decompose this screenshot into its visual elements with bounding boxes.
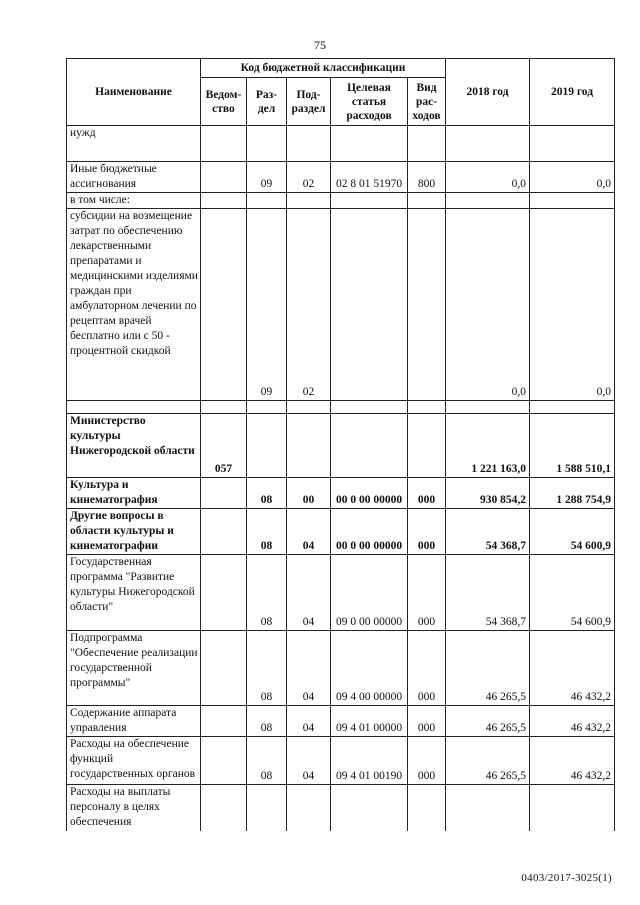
cell-razdel: [247, 193, 287, 209]
cell-2019: [530, 401, 615, 414]
cell-2019: [530, 126, 615, 162]
cell-2019: 1 288 754,9: [530, 478, 615, 509]
cell-vid: [408, 414, 446, 478]
cell-razdel: [247, 414, 287, 478]
cell-celevaya: [331, 193, 408, 209]
cell-celevaya: 00 0 00 00000: [331, 478, 408, 509]
cell-2018: [446, 785, 530, 831]
cell-celevaya: 09 4 01 00000: [331, 706, 408, 737]
cell-2019: 46 432,2: [530, 737, 615, 785]
header-celevaya: Целевая статья расходов: [331, 78, 408, 126]
cell-2018: 46 265,5: [446, 737, 530, 785]
cell-podrazdel: 04: [287, 555, 331, 631]
cell-razdel: [247, 126, 287, 162]
table-row: [67, 555, 615, 631]
cell-razdel: 09: [247, 162, 287, 193]
cell-vedomstvo: [201, 478, 247, 509]
cell-vid: 000: [408, 555, 446, 631]
cell-name: Подпрограмма "Обеспечение реализации государственной программы": [67, 631, 201, 706]
cell-2018: 1 221 163,0: [446, 414, 530, 478]
header-2018: 2018 год: [446, 59, 530, 126]
cell-podrazdel: [287, 126, 331, 162]
cell-2019: 54 600,9: [530, 555, 615, 631]
table-row: [67, 193, 615, 209]
cell-vid: 000: [408, 478, 446, 509]
cell-2018: 930 854,2: [446, 478, 530, 509]
cell-razdel: 09: [247, 209, 287, 401]
header-code-group: Код бюджетной классификации: [201, 59, 446, 78]
cell-celevaya: [331, 209, 408, 401]
cell-razdel: [247, 785, 287, 831]
cell-vid: [408, 785, 446, 831]
cell-podrazdel: 02: [287, 162, 331, 193]
cell-razdel: [247, 401, 287, 414]
cell-celevaya: 00 0 00 00000: [331, 509, 408, 555]
cell-vedomstvo: [201, 631, 247, 706]
cell-vedomstvo: [201, 162, 247, 193]
cell-2018: 46 265,5: [446, 631, 530, 706]
cell-2018: 54 368,7: [446, 509, 530, 555]
header-razdel: Раз-дел: [247, 78, 287, 126]
table-row: [67, 414, 615, 478]
cell-name: Государственная программа "Развитие культуры Нижегородской области": [67, 555, 201, 631]
cell-2019: 46 432,2: [530, 631, 615, 706]
table-row: [67, 785, 615, 831]
cell-vedomstvo: [201, 509, 247, 555]
cell-vid: 000: [408, 631, 446, 706]
cell-podrazdel: 04: [287, 737, 331, 785]
cell-vid: [408, 401, 446, 414]
cell-vid: 000: [408, 509, 446, 555]
cell-vedomstvo: [201, 706, 247, 737]
cell-2018: [446, 193, 530, 209]
cell-celevaya: 09 4 00 00000: [331, 631, 408, 706]
budget-table: [66, 58, 615, 831]
cell-2018: 0,0: [446, 209, 530, 401]
cell-2019: 1 588 510,1: [530, 414, 615, 478]
cell-2018: 54 368,7: [446, 555, 530, 631]
cell-2018: 0,0: [446, 162, 530, 193]
cell-razdel: 08: [247, 509, 287, 555]
table-row: [67, 126, 615, 162]
cell-celevaya: 02 8 01 51970: [331, 162, 408, 193]
cell-podrazdel: [287, 401, 331, 414]
cell-podrazdel: [287, 193, 331, 209]
footer-document-code: 0403/2017-3025(1): [521, 872, 612, 884]
cell-name: Иные бюджетные ассигнования: [67, 162, 201, 193]
header-name: Наименование: [67, 59, 201, 126]
cell-name: Другие вопросы в области культуры и кинематографии: [67, 509, 201, 555]
cell-2019: 54 600,9: [530, 509, 615, 555]
table-row: [67, 737, 615, 785]
cell-celevaya: 09 4 01 00190: [331, 737, 408, 785]
table-row: [67, 478, 615, 509]
cell-podrazdel: 04: [287, 509, 331, 555]
cell-name: нужд: [67, 126, 201, 162]
cell-name: [67, 401, 201, 414]
cell-celevaya: [331, 126, 408, 162]
cell-vedomstvo: [201, 193, 247, 209]
table-row: [67, 209, 615, 401]
cell-vid: 000: [408, 737, 446, 785]
cell-podrazdel: 02: [287, 209, 331, 401]
cell-2019: 0,0: [530, 162, 615, 193]
cell-vedomstvo: [201, 126, 247, 162]
cell-2018: 46 265,5: [446, 706, 530, 737]
cell-razdel: 08: [247, 631, 287, 706]
cell-vid: [408, 209, 446, 401]
cell-vedomstvo: [201, 401, 247, 414]
cell-podrazdel: [287, 785, 331, 831]
cell-vedomstvo: [201, 209, 247, 401]
table-row: [67, 162, 615, 193]
cell-name: Содержание аппарата управления: [67, 706, 201, 737]
cell-2019: 46 432,2: [530, 706, 615, 737]
cell-podrazdel: [287, 414, 331, 478]
cell-podrazdel: 04: [287, 631, 331, 706]
table-row: [67, 401, 615, 414]
cell-vid: [408, 126, 446, 162]
cell-celevaya: 09 0 00 00000: [331, 555, 408, 631]
cell-name: Культура и кинематография: [67, 478, 201, 509]
cell-vid: 800: [408, 162, 446, 193]
cell-podrazdel: 04: [287, 706, 331, 737]
header-vedomstvo: Ведом-ство: [201, 78, 247, 126]
table-row: [67, 509, 615, 555]
cell-celevaya: [331, 414, 408, 478]
cell-razdel: 08: [247, 706, 287, 737]
cell-name: субсидии на возмещение затрат по обеспечению лекарственными препаратами и медицинскими изделиями граждан при амбулаторном лечении по рецептам врачей бесплатно или с 50 - процентной скидкой: [67, 209, 201, 401]
cell-razdel: 08: [247, 555, 287, 631]
cell-2019: [530, 785, 615, 831]
cell-name: Министерство культуры Нижегородской области: [67, 414, 201, 478]
header-vid: Вид рас-ходов: [408, 78, 446, 126]
cell-vedomstvo: [201, 737, 247, 785]
cell-2019: [530, 193, 615, 209]
cell-celevaya: [331, 785, 408, 831]
cell-vedomstvo: [201, 785, 247, 831]
cell-2018: [446, 401, 530, 414]
header-podrazdel: Под-раздел: [287, 78, 331, 126]
cell-razdel: 08: [247, 478, 287, 509]
page-number: 75: [314, 38, 326, 52]
header-2019: 2019 год: [530, 59, 615, 126]
cell-vedomstvo: 057: [201, 414, 247, 478]
cell-vid: 000: [408, 706, 446, 737]
table-body: [67, 126, 615, 831]
table-row: [67, 631, 615, 706]
cell-2019: 0,0: [530, 209, 615, 401]
cell-celevaya: [331, 401, 408, 414]
table-row: [67, 706, 615, 737]
cell-name: Расходы на обеспечение функций государственных органов: [67, 737, 201, 785]
cell-vedomstvo: [201, 555, 247, 631]
cell-name: Расходы на выплаты персоналу в целях обеспечения: [67, 785, 201, 831]
cell-2018: [446, 126, 530, 162]
cell-podrazdel: 00: [287, 478, 331, 509]
cell-vid: [408, 193, 446, 209]
cell-razdel: 08: [247, 737, 287, 785]
cell-name: в том числе:: [67, 193, 201, 209]
